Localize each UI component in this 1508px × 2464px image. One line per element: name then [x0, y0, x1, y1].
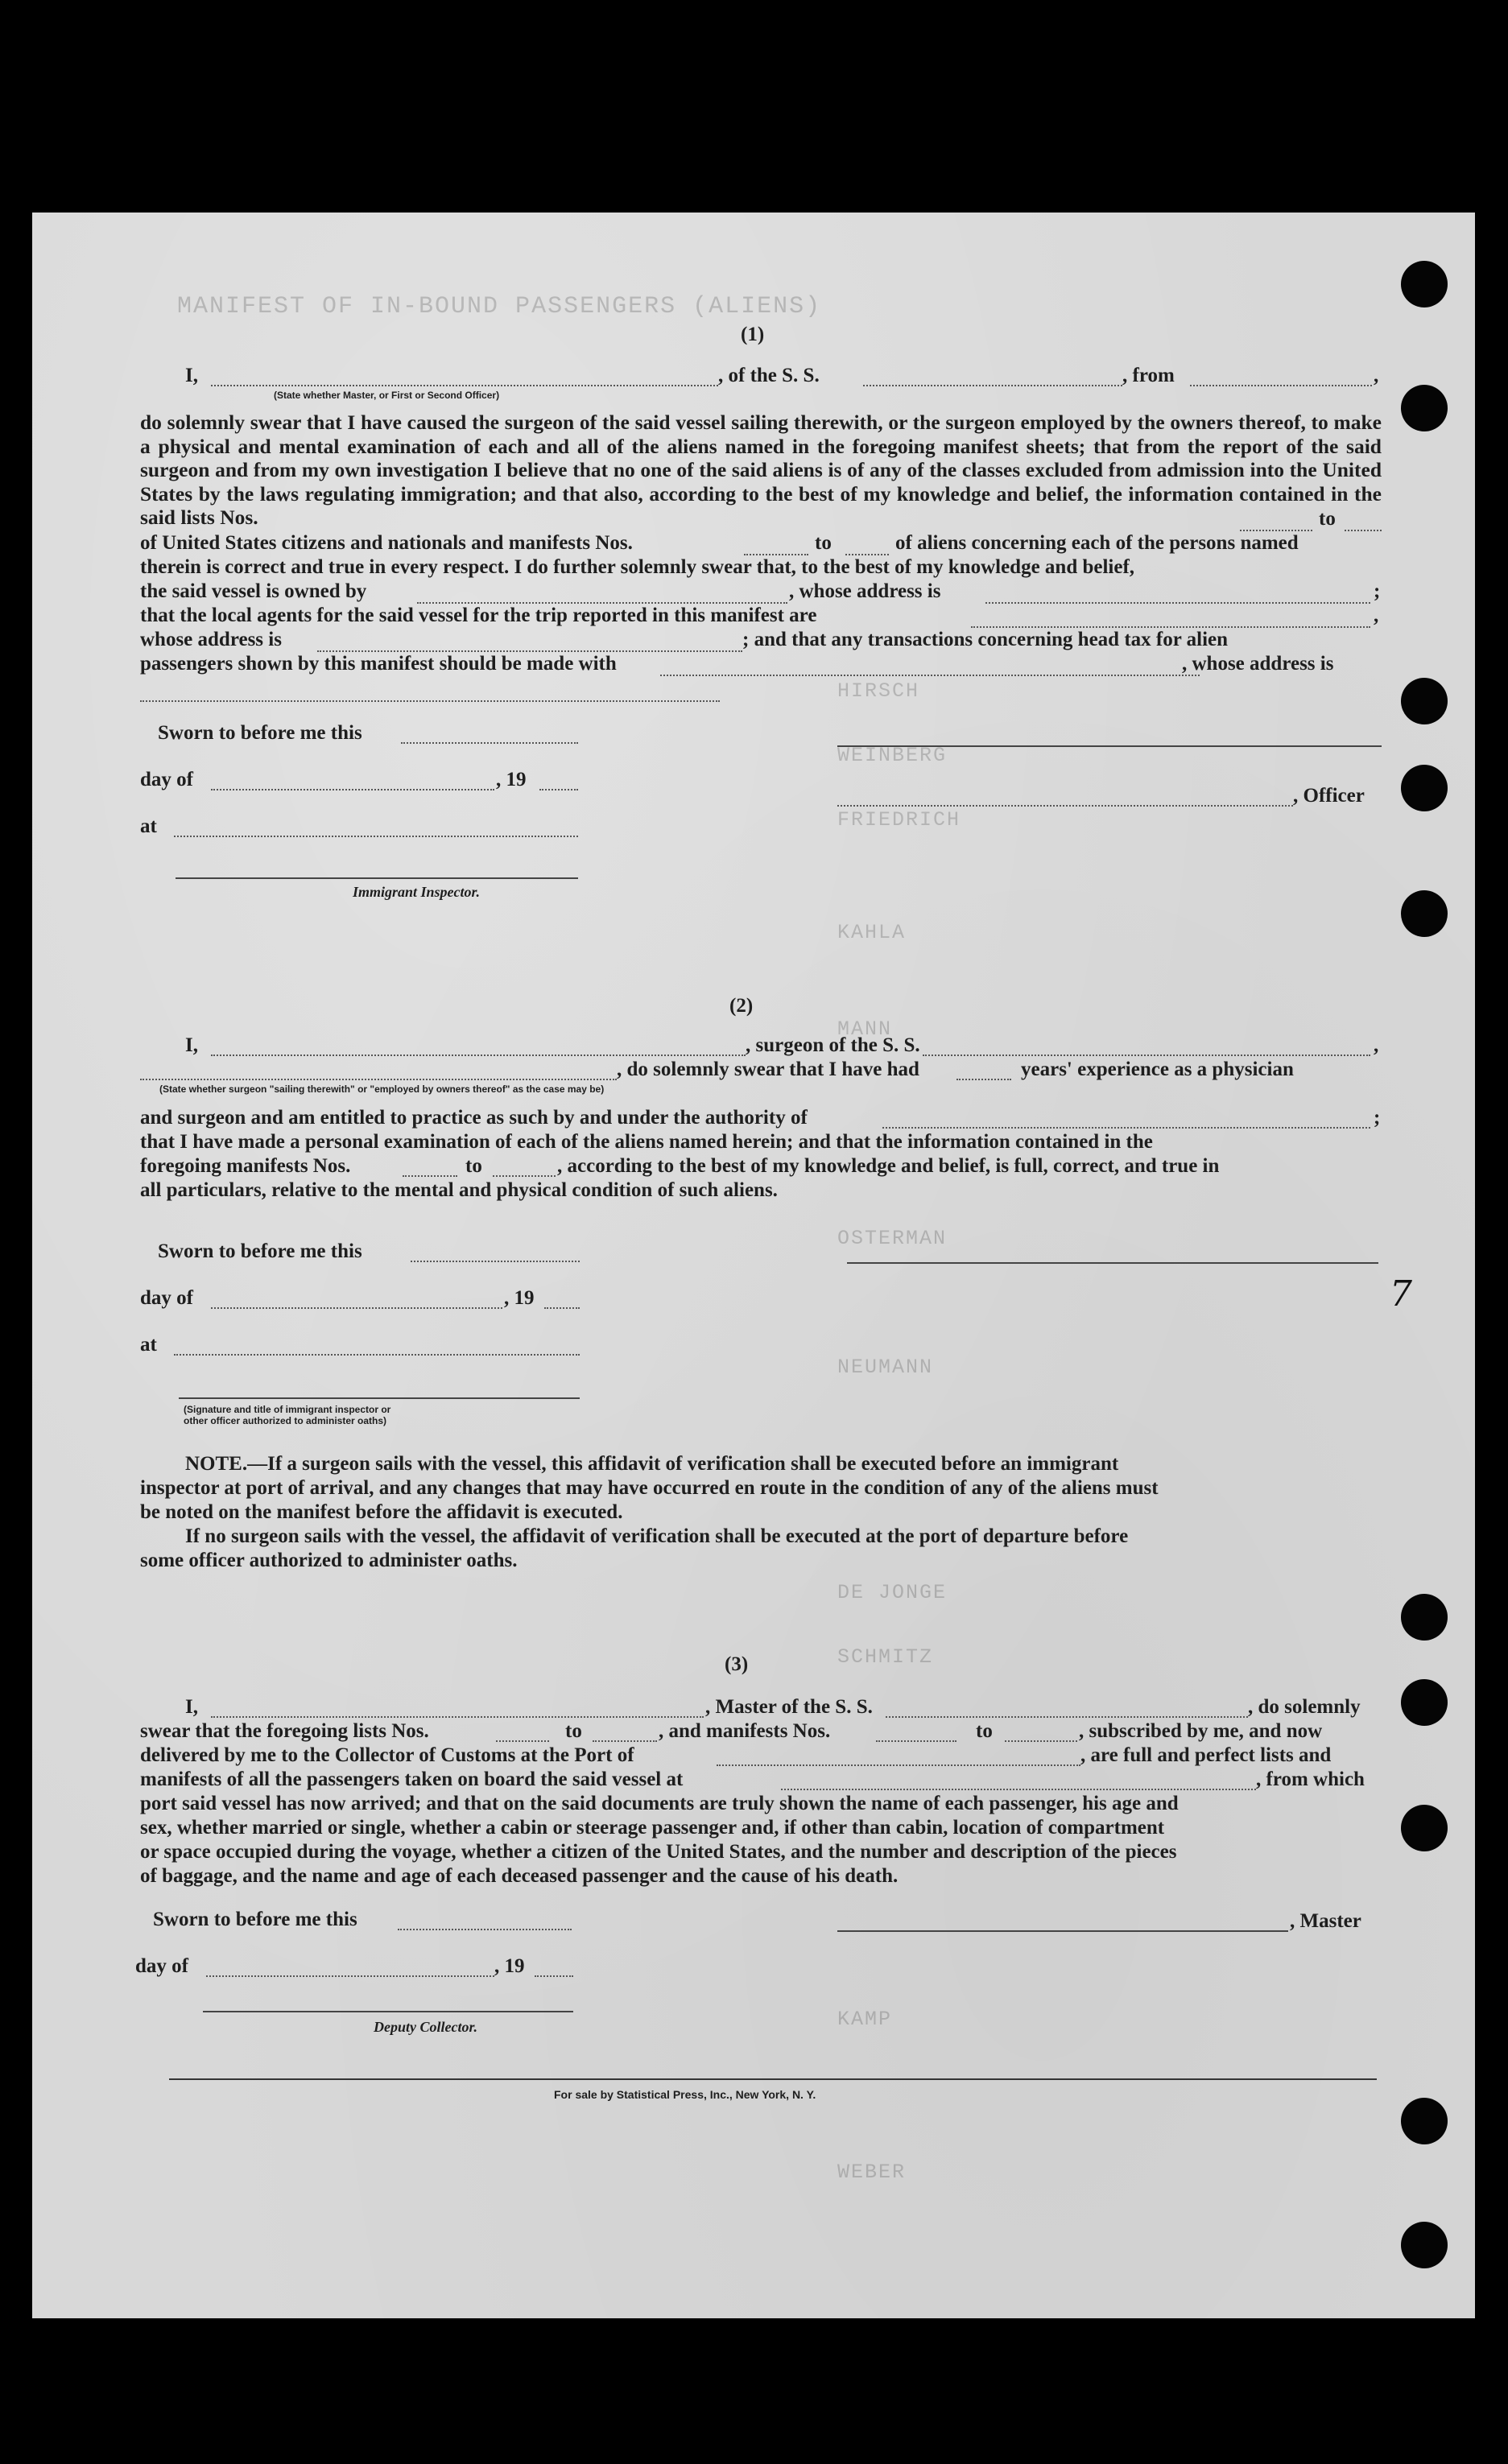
- s2-day-of: day of: [140, 1287, 193, 1309]
- s2-exam: that I have made a personal examination of each of the aliens named herein; and that the information contained in the: [140, 1131, 1153, 1153]
- bleed-through-col-5: MANN: [837, 1017, 893, 1041]
- s2-semicolon: ;: [1374, 1107, 1381, 1129]
- s2-status-field[interactable]: [140, 1077, 617, 1080]
- s1-immigrant-inspector: Immigrant Inspector.: [353, 884, 481, 900]
- bleed-through-col-6: OSTERMAN: [837, 1227, 948, 1250]
- s2-inspector-signature-line[interactable]: [179, 1396, 580, 1399]
- s1-of-the-ss: , of the S. S.: [718, 365, 820, 386]
- s1-at-field[interactable]: [174, 834, 578, 837]
- bleed-through-col-1: HIRSCH: [837, 679, 920, 703]
- s1-us-citizens: of United States citizens and nationals and manifests Nos.: [140, 532, 633, 554]
- bleed-through-col-11: WEBER: [837, 2161, 907, 2184]
- s2-surgeon-hint: (State whether surgeon "sailing therewith" or "employed by owners thereof" as the case may be): [159, 1083, 605, 1095]
- s2-according: , according to the best of my knowledge and belief, is full, correct, and true in: [557, 1155, 1220, 1177]
- s1-officer: , Officer: [1293, 785, 1365, 807]
- s1-signature-line[interactable]: [837, 744, 1382, 747]
- s1-inspector-signature-line[interactable]: [176, 876, 578, 879]
- s1-oath-text: do solemnly swear that I have caused the surgeon of the said vessel sailing therewith, or the surgeon employed by the owners thereof, to make a physical and mental examination of each and all of the aliens named in the foregoing manifest sheets; that from the report of the said surgeon and from my own investigation I believe that no one of the said aliens is of any of the classes excluded from admission into the United States by the laws regulating immigration; and that also, according to the best of my knowledge and belief, the information contained in the said lists Nos.: [140, 411, 1382, 529]
- s1-I: I,: [185, 365, 198, 386]
- s2-end-comma: ,: [1374, 1034, 1379, 1056]
- bleed-through-col-10: KAMP: [837, 2008, 893, 2031]
- s1-year: , 19: [496, 769, 527, 790]
- s3-master: , Master: [1290, 1910, 1361, 1932]
- s2-day-of-field[interactable]: [211, 1306, 502, 1309]
- s2-particulars: all particulars, relative to the mental and physical condition of such aliens.: [140, 1179, 778, 1201]
- s3-body-2: sex, whether married or single, whether a cabin or steerage passenger and, if other than cabin, location of compartment: [140, 1817, 1165, 1839]
- s1-from-port-field[interactable]: [1190, 383, 1372, 386]
- s2-years-experience: years' experience as a physician: [1021, 1059, 1294, 1080]
- punch-hole: [1401, 2222, 1448, 2268]
- s3-manifests-to-field[interactable]: [1005, 1739, 1077, 1742]
- s1-whose-address-3: , whose address is: [1182, 653, 1334, 675]
- s2-years-field[interactable]: [956, 1077, 1011, 1080]
- s1-head-tax: ; and that any transactions concerning head tax for alien: [742, 629, 1229, 650]
- bleed-through-col-2: WEINBERG: [837, 744, 948, 767]
- s3-master-signature-line[interactable]: [837, 1929, 1288, 1932]
- s3-deputy-collector: Deputy Collector.: [374, 2019, 477, 2035]
- s2-year: , 19: [504, 1287, 535, 1309]
- s1-oath-paragraph: [140, 411, 1382, 530]
- s2-authority: and surgeon and am entitled to practice as such by and under the authority of: [140, 1107, 808, 1129]
- punch-hole: [1401, 385, 1448, 431]
- s2-at-field[interactable]: [174, 1352, 580, 1356]
- punch-hole: [1401, 261, 1448, 307]
- s3-to-2: to: [976, 1720, 993, 1742]
- s1-day-of-field[interactable]: [211, 787, 494, 790]
- bleed-through-col-4: KAHLA: [837, 921, 907, 944]
- s2-sig-hint-2: other officer authorized to administer oaths): [184, 1415, 387, 1426]
- s1-semicolon: ;: [1374, 580, 1381, 602]
- s3-I: I,: [185, 1696, 198, 1718]
- s3-sworn-date-field[interactable]: [398, 1927, 572, 1930]
- s3-do-solemnly: , do solemnly: [1248, 1696, 1361, 1718]
- s2-sworn: Sworn to before me this: [158, 1240, 362, 1262]
- bleed-through-col-3: FRIEDRICH: [837, 808, 961, 832]
- s1-officer-field[interactable]: [211, 383, 718, 386]
- s1-sworn: Sworn to before me this: [158, 722, 362, 744]
- punch-hole: [1401, 890, 1448, 937]
- s2-surgeon-signature-line[interactable]: [847, 1261, 1378, 1264]
- s1-officer-name-field[interactable]: [837, 803, 1293, 807]
- s3-full-perfect: , are full and perfect lists and: [1080, 1744, 1332, 1766]
- s1-passengers-made-with: passengers shown by this manifest should be made with: [140, 653, 617, 675]
- s3-year-field[interactable]: [535, 1974, 573, 1977]
- s1-comma: ,: [1374, 605, 1379, 626]
- s1-to-2: to: [815, 532, 832, 554]
- printer-footer: For sale by Statistical Press, Inc., New York, N. Y.: [554, 2088, 816, 2101]
- s2-ship-name-field[interactable]: [923, 1053, 1370, 1056]
- s2-do-solemnly: , do solemnly swear that I have had: [617, 1059, 919, 1080]
- s3-port-field[interactable]: [717, 1763, 1080, 1766]
- s1-lists-to-field[interactable]: [1345, 528, 1382, 531]
- s3-manifests-of: manifests of all the passengers taken on board the said vessel at: [140, 1769, 684, 1790]
- s2-to: to: [465, 1155, 482, 1177]
- punch-hole: [1401, 1679, 1448, 1726]
- s3-body-4: of baggage, and the name and age of each deceased passenger and the cause of his death.: [140, 1865, 899, 1887]
- s3-collector-signature-line[interactable]: [203, 2009, 573, 2012]
- s3-day-of-field[interactable]: [206, 1974, 494, 1977]
- s3-master-name-field[interactable]: [211, 1715, 704, 1718]
- bleed-through-header: MANIFEST OF IN-BOUND PASSENGERS (ALIENS): [177, 293, 822, 320]
- s3-to-1: to: [565, 1720, 582, 1742]
- s1-owned-by: the said vessel is owned by: [140, 580, 367, 602]
- s1-at: at: [140, 815, 157, 837]
- s1-local-agents: that the local agents for the said vessel for the trip reported in this manifest are: [140, 605, 817, 626]
- s1-from: , from: [1122, 365, 1175, 386]
- s2-surgeon-of: , surgeon of the S. S.: [746, 1034, 920, 1056]
- bleed-through-col-9: SCHMITZ: [837, 1645, 934, 1669]
- s2-surgeon-name-field[interactable]: [211, 1053, 746, 1056]
- s2-sworn-date-field[interactable]: [411, 1259, 580, 1262]
- punch-hole: [1401, 1594, 1448, 1641]
- s3-embark-port-field[interactable]: [781, 1787, 1256, 1790]
- section-1-heading: (1): [741, 324, 765, 345]
- s1-owner-address-field[interactable]: [985, 601, 1370, 604]
- s1-ship-name-field[interactable]: [863, 383, 1122, 386]
- s3-day-of: day of: [135, 1955, 188, 1977]
- s2-at: at: [140, 1334, 157, 1356]
- s2-note-2: inspector at port of arrival, and any changes that may have occurred en route in the condition of any of the aliens must: [140, 1477, 1159, 1499]
- section-2-heading: (2): [729, 995, 754, 1017]
- s2-foregoing: foregoing manifests Nos.: [140, 1155, 351, 1177]
- s1-head-tax-contact-field[interactable]: [660, 673, 1200, 676]
- s1-head-tax-address-field[interactable]: [140, 699, 720, 702]
- s1-sworn-date-field[interactable]: [401, 741, 578, 744]
- s1-to-1: to: [1319, 508, 1336, 530]
- footer-rule: [169, 2078, 1377, 2080]
- s2-note-4: If no surgeon sails with the vessel, the affidavit of verification shall be executed at the port of departure before: [185, 1525, 1129, 1547]
- s3-and-manifests: , and manifests Nos.: [659, 1720, 831, 1742]
- bleed-through-col-7: NEUMANN: [837, 1356, 934, 1379]
- manifest-page: [32, 213, 1475, 2318]
- s2-note-3: be noted on the manifest before the affidavit is executed.: [140, 1501, 623, 1523]
- punch-hole: [1401, 2098, 1448, 2144]
- s3-manifests-from-field[interactable]: [876, 1739, 956, 1742]
- s3-master-of: , Master of the S. S.: [705, 1696, 873, 1718]
- s1-officer-hint: (State whether Master, or First or Second Officer): [274, 390, 500, 401]
- s1-line1-end: ,: [1374, 365, 1379, 386]
- s3-ship-name-field[interactable]: [886, 1715, 1248, 1718]
- margin-handwritten-mark: 7: [1390, 1273, 1412, 1315]
- s3-sworn: Sworn to before me this: [153, 1909, 357, 1930]
- s1-day-of: day of: [140, 769, 193, 790]
- s3-lists-from-field[interactable]: [496, 1739, 549, 1742]
- s2-I: I,: [185, 1034, 198, 1056]
- s1-correct-true: therein is correct and true in every respect. I do further solemnly swear that, to the best of my knowledge and belief,: [140, 556, 1135, 578]
- s3-delivered: delivered by me to the Collector of Customs at the Port of: [140, 1744, 634, 1766]
- s2-manifests-from-field[interactable]: [403, 1174, 457, 1177]
- punch-hole: [1401, 1805, 1448, 1851]
- s3-from-which: , from which: [1256, 1769, 1365, 1790]
- section-3-heading: (3): [725, 1653, 749, 1675]
- s2-authority-field[interactable]: [882, 1125, 1370, 1129]
- s1-whose-address-2: whose address is: [140, 629, 282, 650]
- s1-whose-address-1: , whose address is: [789, 580, 941, 602]
- punch-hole: [1401, 678, 1448, 724]
- s2-note-5: some officer authorized to administer oaths.: [140, 1550, 518, 1571]
- s2-manifests-to-field[interactable]: [493, 1174, 556, 1177]
- s2-sig-hint-1: (Signature and title of immigrant inspector or: [184, 1404, 391, 1415]
- s2-year-field[interactable]: [544, 1306, 580, 1309]
- s3-subscribed: , subscribed by me, and now: [1079, 1720, 1323, 1742]
- s1-aliens-concerning: of aliens concerning each of the persons named: [895, 532, 1299, 554]
- punch-hole: [1401, 765, 1448, 811]
- s3-year: , 19: [494, 1955, 525, 1977]
- s3-body-1: port said vessel has now arrived; and that on the said documents are truly shown the name of each passenger, his age and: [140, 1793, 1179, 1814]
- s3-lists-to-field[interactable]: [593, 1739, 657, 1742]
- s2-note-1: NOTE.—If a surgeon sails with the vessel, this affidavit of verification shall be executed before an immigrant: [185, 1453, 1119, 1475]
- s1-year-field[interactable]: [539, 787, 578, 790]
- s3-body-3: or space occupied during the voyage, whether a citizen of the United States, and the number and description of the pieces: [140, 1841, 1177, 1863]
- bleed-through-col-8: DE JONGE: [837, 1581, 948, 1604]
- s3-swear: swear that the foregoing lists Nos.: [140, 1720, 429, 1742]
